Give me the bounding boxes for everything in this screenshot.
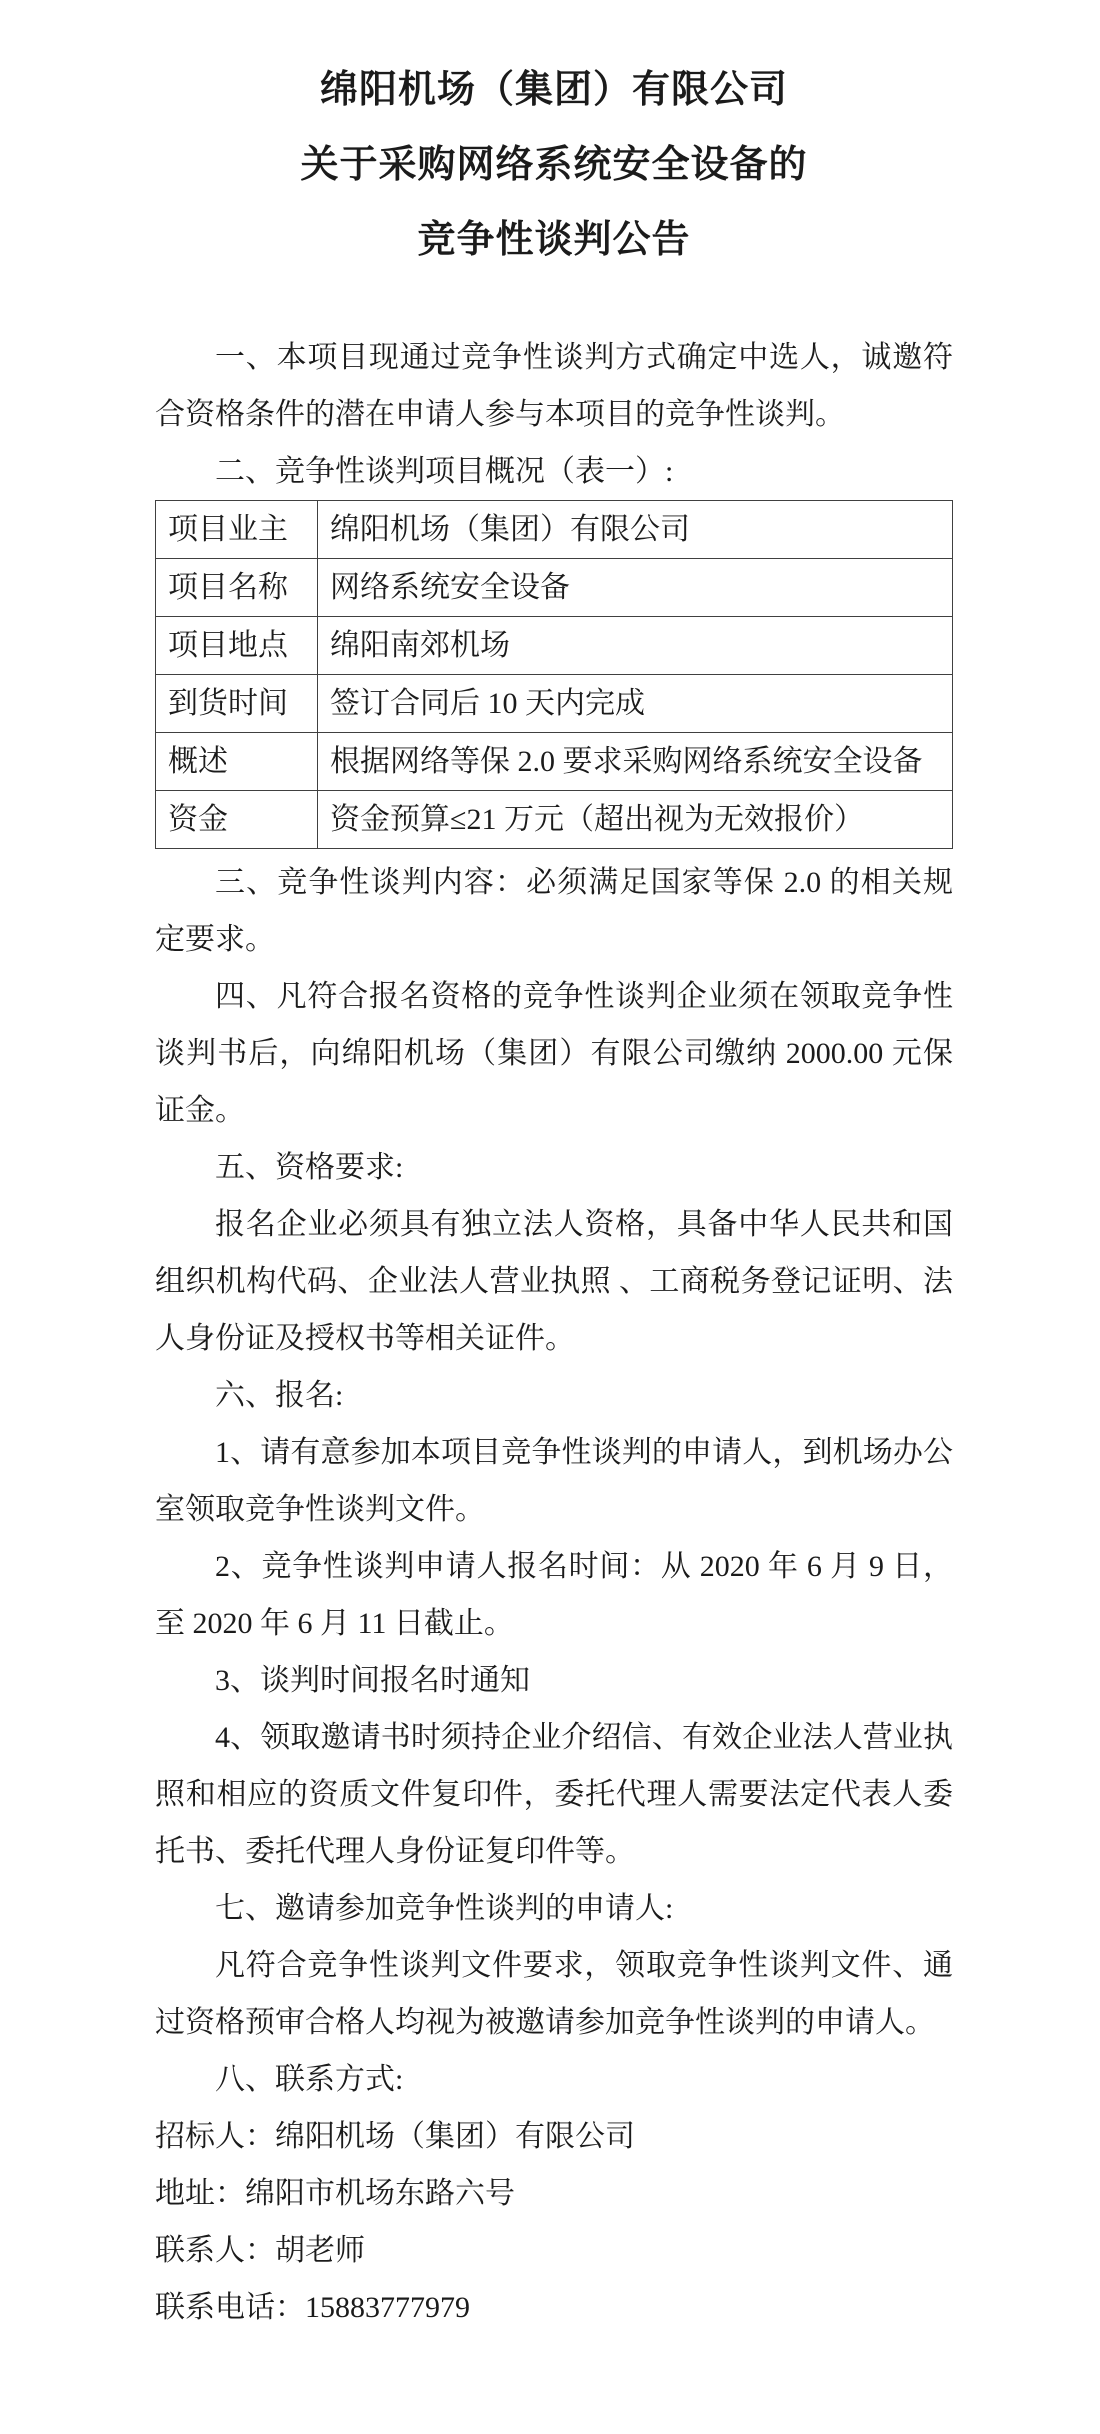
document-title <box>155 53 953 278</box>
contact-bidder: 招标人：绵阳机场（集团）有限公司 <box>155 2120 635 2153</box>
paragraph-section-5: 五、资格要求: <box>215 1151 404 1184</box>
table-row-budget <box>156 791 953 849</box>
paragraph-item-3: 3、谈判时间报名时通知 <box>215 1664 530 1697</box>
table-row-owner <box>156 501 953 559</box>
row-value: 网络系统安全设备 <box>318 559 953 617</box>
row-value: 绵阳机场（集团）有限公司 <box>318 501 953 559</box>
contact-person: 联系人：胡老师 <box>155 2234 365 2267</box>
paragraph-qualification-detail: 报名企业必须具有独立法人资格，具备中华人民共和国组织机构代码、企业法人营业执照 、工商税务登记证明、法人身份证及授权书等相关证件。 <box>155 1208 953 1355</box>
table-row-delivery-time <box>156 675 953 733</box>
contact-phone: 联系电话：15883777979 <box>155 2291 470 2324</box>
paragraph-section-3: 三、竞争性谈判内容：必须满足国家等保 2.0 的相关规定要求。 <box>155 866 953 956</box>
row-value: 根据网络等保 2.0 要求采购网络系统安全设备 <box>318 733 953 791</box>
paragraph-section-6: 六、报名: <box>215 1379 344 1412</box>
row-label: 概述 <box>156 733 318 791</box>
paragraph-item-1: 1、请有意参加本项目竞争性谈判的申请人，到机场办公室领取竞争性谈判文件。 <box>155 1436 953 1526</box>
row-value: 签订合同后 10 天内完成 <box>318 675 953 733</box>
row-label: 资金 <box>156 791 318 849</box>
row-label: 项目业主 <box>156 501 318 559</box>
paragraph-item-4: 4、领取邀请书时须持企业介绍信、有效企业法人营业执照和相应的资质文件复印件，委托代理人需要法定代表人委托书、委托代理人身份证复印件等。 <box>155 1721 953 1868</box>
paragraph-section-1: 一、本项目现通过竞争性谈判方式确定中选人，诚邀符合资格条件的潜在申请人参与本项目的竞争性谈判。 <box>155 341 953 431</box>
paragraph-invitation-detail: 凡符合竞争性谈判文件要求，领取竞争性谈判文件、通过资格预审合格人均视为被邀请参加竞争性谈判的申请人。 <box>155 1949 953 2039</box>
row-value: 绵阳南郊机场 <box>318 617 953 675</box>
document-body <box>155 329 953 2336</box>
paragraph-section-4: 四、凡符合报名资格的竞争性谈判企业须在领取竞争性谈判书后，向绵阳机场（集团）有限公司缴纳 2000.00 元保证金。 <box>155 980 953 1127</box>
paragraph-section-2: 二、竞争性谈判项目概况（表一）: <box>215 455 674 488</box>
paragraph-section-7: 七、邀请参加竞争性谈判的申请人: <box>215 1892 674 1925</box>
table-row-name <box>156 559 953 617</box>
row-label: 项目名称 <box>156 559 318 617</box>
project-overview-table <box>155 500 953 849</box>
table-row-summary <box>156 733 953 791</box>
title-line-3: 竞争性谈判公告 <box>417 219 691 261</box>
row-value: 资金预算≤21 万元（超出视为无效报价） <box>318 791 953 849</box>
paragraph-item-2: 2、竞争性谈判申请人报名时间：从 2020 年 6 月 9 日，至 2020 年 6 月 11 日截止。 <box>155 1550 953 1640</box>
table-row-location <box>156 617 953 675</box>
title-line-2: 关于采购网络系统安全设备的 <box>300 144 808 186</box>
contact-address: 地址：绵阳市机场东路六号 <box>155 2177 515 2210</box>
paragraph-section-8: 八、联系方式: <box>215 2063 404 2096</box>
row-label: 项目地点 <box>156 617 318 675</box>
title-line-1: 绵阳机场（集团）有限公司 <box>319 69 788 111</box>
row-label: 到货时间 <box>156 675 318 733</box>
